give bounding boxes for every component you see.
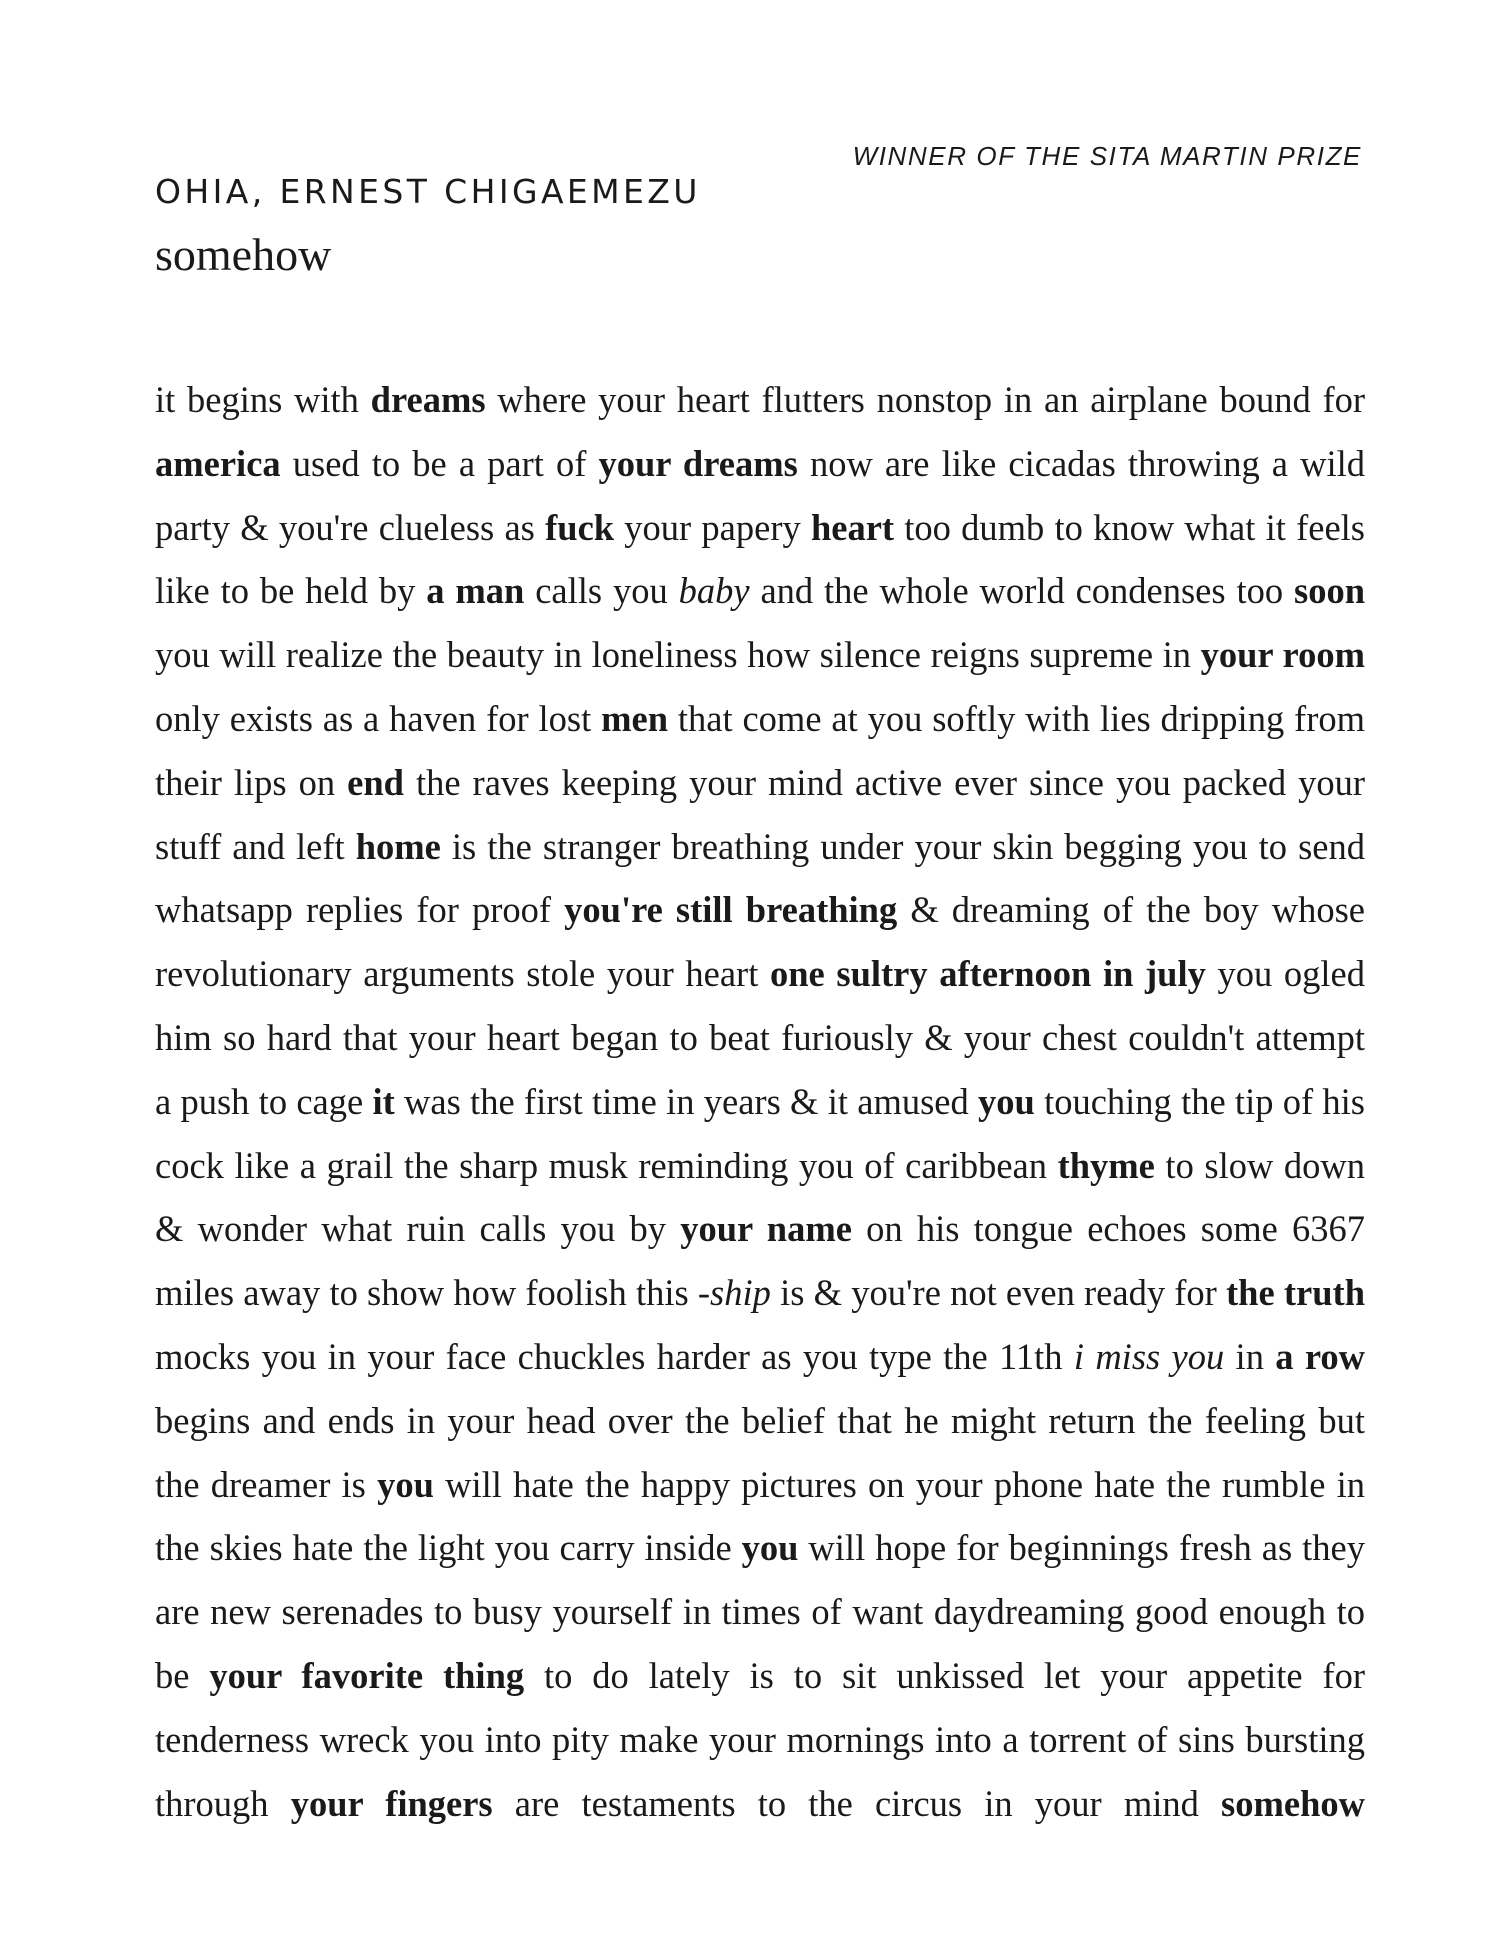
line-text: the skies hate the light you carry inside <box>155 1527 742 1569</box>
line-text: is the stranger breathing under your skin begging you to send <box>440 825 1365 867</box>
line-text: & dreaming of the boy whose <box>897 889 1366 931</box>
poem-line <box>155 1197 1365 1261</box>
poem-title: somehow <box>155 229 332 280</box>
line-text: whatsapp replies for proof <box>155 889 565 931</box>
line-text: cock like a grail the sharp musk reminding you of caribbean <box>155 1144 1058 1186</box>
poem-line <box>155 751 1365 815</box>
poem-line <box>155 1389 1365 1453</box>
line-text: to slow down <box>1154 1144 1365 1186</box>
line-text: you ogled <box>1205 953 1365 995</box>
poem-line <box>155 1134 1365 1198</box>
poem-line <box>155 1453 1365 1517</box>
bold-phrase: it <box>372 1080 395 1122</box>
line-text: tenderness wreck you into pity make your mornings into a torrent of sins bursting <box>155 1718 1365 1760</box>
line-text: like to be held by <box>155 570 427 612</box>
italic-phrase: baby <box>678 570 750 612</box>
bold-phrase: you <box>978 1080 1035 1122</box>
line-text: only exists as a haven for lost <box>155 697 602 739</box>
line-text: begins and ends in your head over the belief that he might return the feeling but <box>155 1399 1365 1441</box>
bold-phrase: you <box>741 1527 799 1569</box>
line-text: your papery <box>614 506 811 548</box>
italic-phrase: -ship <box>697 1272 771 1314</box>
line-text: stuff and left <box>155 825 356 867</box>
line-text: through <box>155 1782 291 1824</box>
bold-phrase: your fingers <box>290 1782 493 1824</box>
line-text: was the first time in years & it amused <box>394 1080 978 1122</box>
bold-phrase: one sultry afternoon in july <box>769 953 1206 995</box>
poem-line <box>155 1006 1365 1070</box>
line-text: where your heart flutters nonstop in an airplane bound for <box>485 379 1365 420</box>
prize-label: WINNER OF THE SITA MARTIN PRIZE <box>852 141 1362 171</box>
line-text: too dumb to know what it feels <box>894 506 1365 548</box>
line-text: touching the tip of his <box>1034 1080 1365 1122</box>
line-text: their lips on <box>155 761 348 803</box>
line-text: party & you're clueless as <box>155 506 546 548</box>
line-text: in <box>1224 1335 1276 1377</box>
bold-phrase: the truth <box>1226 1272 1365 1314</box>
poem-line <box>155 878 1365 942</box>
poem-line <box>155 368 1365 432</box>
poem-line <box>155 1325 1365 1389</box>
poem-line <box>155 687 1365 751</box>
poem-line <box>155 496 1365 560</box>
bold-phrase: your dreams <box>598 442 798 484</box>
bold-phrase: you <box>377 1463 434 1505</box>
poem-line <box>155 942 1365 1006</box>
line-text: him so hard that your heart began to beat furiously & your chest couldn't attempt <box>155 1016 1365 1058</box>
bold-phrase: end <box>347 761 404 803</box>
line-text: and the whole world condenses too <box>749 570 1294 612</box>
line-text: on his tongue echoes some 6367 <box>851 1208 1365 1250</box>
line-text: a push to cage <box>155 1080 373 1122</box>
line-text: to do lately is to sit unkissed let your appetite for <box>524 1654 1365 1696</box>
bold-phrase: somehow <box>1221 1782 1365 1824</box>
line-text: the dreamer is <box>155 1463 378 1505</box>
poem-line <box>155 1516 1365 1580</box>
poem-line <box>155 1580 1365 1644</box>
bold-phrase: a man <box>426 570 525 612</box>
poem-line <box>155 1070 1365 1134</box>
line-text: miles away to show how foolish this <box>155 1272 698 1314</box>
bold-phrase: dreams <box>370 379 486 420</box>
bold-phrase: soon <box>1293 570 1365 612</box>
bold-phrase: thyme <box>1057 1144 1155 1186</box>
poem-line <box>155 1708 1365 1772</box>
line-text: are new serenades to busy yourself in times of want daydreaming good enough to <box>155 1591 1365 1633</box>
bold-phrase: heart <box>810 506 895 548</box>
poem-line <box>155 1644 1365 1708</box>
bold-phrase: your name <box>680 1208 852 1250</box>
line-text: will hate the happy pictures on your phone hate the rumble in <box>433 1463 1365 1505</box>
bold-phrase: your room <box>1200 634 1365 676</box>
poem-line <box>155 432 1365 496</box>
poem-line <box>155 623 1365 687</box>
line-text: that come at you softly with lies dripping from <box>668 697 1366 739</box>
line-text: will hope for beginnings fresh as they <box>798 1527 1365 1569</box>
author-name: OHIA, ERNEST CHIGAEMEZU <box>155 172 701 211</box>
poem-body <box>155 368 1365 1835</box>
line-text: are testaments to the circus in your mind <box>492 1782 1222 1824</box>
line-text: revolutionary arguments stole your heart <box>155 953 770 995</box>
italic-phrase: i miss you <box>1073 1335 1225 1377</box>
bold-phrase: a row <box>1275 1335 1365 1377</box>
bold-phrase: you're still breathing <box>564 889 898 931</box>
line-text: the raves keeping your mind active ever since you packed your <box>403 761 1365 803</box>
bold-phrase: your favorite thing <box>209 1654 525 1696</box>
poem-line <box>155 1261 1365 1325</box>
line-text: be <box>155 1654 210 1696</box>
line-text: you will realize the beauty in loneliness how silence reigns supreme in <box>155 634 1201 676</box>
poem-line <box>155 815 1365 879</box>
line-text: now are like cicadas throwing a wild <box>797 442 1365 484</box>
bold-phrase: america <box>155 442 281 484</box>
line-text: it begins with <box>155 379 371 420</box>
line-text: is & you're not even ready for <box>770 1272 1227 1314</box>
bold-phrase: home <box>355 825 441 867</box>
poem-line <box>155 1772 1365 1836</box>
line-text: used to be a part of <box>280 442 599 484</box>
line-text: mocks you in your face chuckles harder as you type the 11th <box>155 1335 1074 1377</box>
bold-phrase: fuck <box>545 506 615 548</box>
line-text: calls you <box>524 570 679 612</box>
line-text: & wonder what ruin calls you by <box>155 1208 681 1250</box>
poem-line <box>155 559 1365 623</box>
bold-phrase: men <box>601 697 669 739</box>
